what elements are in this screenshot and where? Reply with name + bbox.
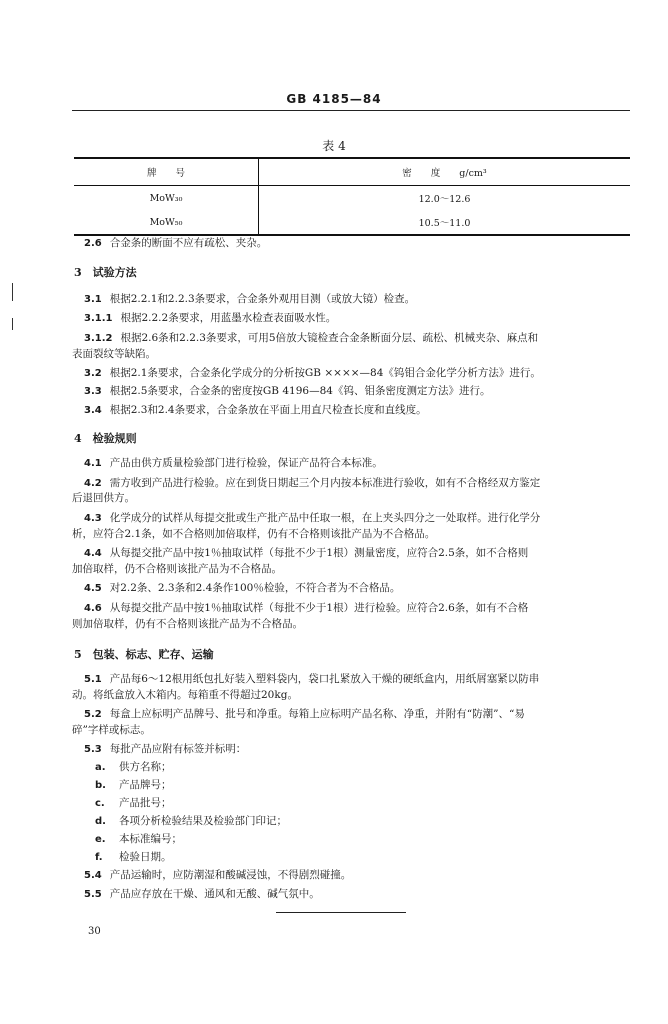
clause-number: 5.5 bbox=[84, 889, 102, 900]
clause-text: 需方收到产品进行检验。应在到货日期起三个月内按本标准进行验收，如有不合格经双方鉴定 bbox=[109, 477, 541, 489]
clause-number: 4.4 bbox=[84, 548, 102, 559]
clause-3-1-1 bbox=[84, 311, 630, 326]
clause-5-1 bbox=[84, 672, 630, 687]
density-cell: 12.0～12.6 bbox=[418, 194, 471, 205]
grade-cell: MoW₅₀ bbox=[74, 210, 259, 235]
clause-number: 4.1 bbox=[84, 458, 102, 469]
clause-4-3-continuation: 析，应符合2.1条，如不合格则加倍取样，仍有不合格则该批产品为不合格品。 bbox=[72, 528, 436, 540]
clause-3-1 bbox=[84, 292, 630, 307]
clause-4-4-continuation: 加倍取样，仍不合格则该批产品为不合格品。 bbox=[72, 563, 282, 575]
clause-3-3 bbox=[84, 384, 630, 399]
section-3-title: 3 试验方法 bbox=[74, 266, 137, 279]
header-grade: 牌 号 bbox=[74, 158, 259, 186]
clause-3-2 bbox=[84, 366, 630, 381]
clause-text: 对2.2条、2.3条和2.4条作100％检验，不符合者为不合格品。 bbox=[109, 582, 401, 594]
clause-number: 2.6 bbox=[84, 238, 102, 249]
scan-mark bbox=[12, 283, 13, 301]
list-letter: a. bbox=[95, 762, 106, 773]
clause-number: 5.4 bbox=[84, 870, 102, 881]
clause-number: 3.1.2 bbox=[84, 333, 113, 344]
clause-text: 从每提交批产品中按1％抽取试样（每批不少于1根）测量密度，应符合2.5条，如不合格则 bbox=[109, 547, 529, 559]
grade-cell: MoW₃₀ bbox=[74, 186, 259, 211]
clause-number: 3.1.1 bbox=[84, 313, 113, 324]
table-row bbox=[74, 210, 630, 235]
clause-5-3 bbox=[84, 742, 630, 757]
clause-number: 4.6 bbox=[84, 603, 102, 614]
clause-3-1-2-continuation: 表面裂纹等缺陷。 bbox=[72, 348, 156, 360]
clause-3-4 bbox=[84, 403, 630, 418]
clause-3-1-2 bbox=[84, 331, 630, 346]
list-letter: b. bbox=[95, 780, 106, 791]
clause-4-1 bbox=[84, 456, 630, 471]
table-caption: 表 4 bbox=[322, 139, 346, 153]
list-text: 检验日期。 bbox=[119, 851, 172, 863]
clause-text: 每批产品应附有标签并标明： bbox=[109, 743, 247, 755]
clause-number: 5.1 bbox=[84, 674, 102, 685]
clause-5-2-continuation: 碎”字样或标志。 bbox=[72, 724, 151, 736]
clause-text: 产品每6～12根用纸包扎好装入塑料袋内，袋口扎紧放入干燥的硬纸盒内，用纸屑塞紧以防串 bbox=[109, 673, 540, 685]
clause-text: 根据2.6条和2.2.3条要求，可用5倍放大镜检查合金条断面分层、疏松、机械夹杂、麻点和 bbox=[120, 332, 539, 344]
clause-text: 合金条的断面不应有疏松、夹杂。 bbox=[109, 237, 268, 249]
clause-text: 从每提交批产品中按1％抽取试样（每批不少于1根）进行检验。应符合2.6条，如有不合格 bbox=[109, 602, 529, 614]
scan-mark bbox=[12, 318, 13, 330]
list-text: 本标准编号； bbox=[119, 833, 182, 845]
table-row bbox=[74, 186, 630, 211]
clause-5-1-continuation: 动。将纸盒放入木箱内。每箱重不得超过20kg。 bbox=[72, 689, 298, 701]
list-text: 产品批号； bbox=[119, 797, 172, 809]
clause-4-6 bbox=[84, 601, 630, 616]
density-cell: 10.5～11.0 bbox=[259, 210, 631, 235]
clause-text: 根据2.3和2.4条要求，合金条放在平面上用直尺检查长度和直线度。 bbox=[109, 404, 427, 416]
clause-text: 根据2.2.2条要求，用蓝墨水检查表面吸水性。 bbox=[120, 312, 337, 324]
clause-4-3 bbox=[84, 511, 630, 526]
clause-number: 3.2 bbox=[84, 368, 102, 379]
section-4-title: 4 检验规则 bbox=[74, 432, 137, 445]
list-letter: c. bbox=[95, 798, 105, 809]
list-letter: e. bbox=[95, 834, 106, 845]
list-letter: d. bbox=[95, 816, 106, 827]
clause-5-2 bbox=[84, 707, 630, 722]
page-number: 30 bbox=[88, 926, 101, 937]
clause-4-2-continuation: 后退回供方。 bbox=[72, 492, 135, 504]
list-text: 产品牌号； bbox=[119, 779, 172, 791]
table-header-row bbox=[74, 158, 630, 186]
clause-4-6-continuation: 则加倍取样，仍有不合格则该批产品为不合格品。 bbox=[72, 618, 303, 630]
clause-number: 4.2 bbox=[84, 478, 102, 489]
list-text: 供方名称； bbox=[119, 761, 172, 773]
clause-number: 5.2 bbox=[84, 709, 102, 720]
clause-4-4 bbox=[84, 546, 630, 561]
section-5-title: 5 包装、标志、贮存、运输 bbox=[74, 648, 214, 661]
clause-number: 3.4 bbox=[84, 405, 102, 416]
clause-text: 根据2.5条要求，合金条的密度按GB 4196—84《钨、钼条密度测定方法》进行。 bbox=[109, 385, 491, 397]
clause-2-6 bbox=[84, 236, 630, 251]
clause-text: 产品由供方质量检验部门进行检验，保证产品符合本标准。 bbox=[109, 457, 383, 469]
clause-5-4 bbox=[84, 868, 630, 883]
clause-text: 根据2.2.1和2.2.3条要求，合金条外观用目测（或放大镜）检查。 bbox=[109, 293, 416, 305]
density-table bbox=[74, 157, 630, 236]
list-letter: f. bbox=[95, 852, 103, 863]
clause-number: 4.5 bbox=[84, 583, 102, 594]
clause-number: 3.1 bbox=[84, 294, 102, 305]
clause-4-2 bbox=[84, 476, 630, 491]
standard-number: GB 4185—84 bbox=[286, 92, 382, 106]
list-item bbox=[95, 850, 172, 865]
clause-text: 产品应存放在干燥、通风和无酸、碱气氛中。 bbox=[109, 888, 320, 900]
list-item bbox=[95, 832, 182, 847]
end-rule bbox=[276, 912, 406, 913]
header-density: 密 度 g/cm³ bbox=[259, 158, 631, 186]
clause-4-5 bbox=[84, 581, 630, 596]
list-item bbox=[95, 814, 287, 829]
clause-text: 每盒上应标明产品牌号、批号和净重。每箱上应标明产品名称、净重，并附有“防潮”、“易 bbox=[109, 708, 525, 720]
list-item bbox=[95, 778, 172, 793]
clause-number: 4.3 bbox=[84, 513, 102, 524]
header-rule bbox=[72, 110, 630, 111]
clause-number: 5.3 bbox=[84, 744, 102, 755]
clause-text: 化学成分的试样从每提交批或生产批产品中任取一根，在上夹头四分之一处取样。进行化学分 bbox=[109, 512, 541, 524]
list-item bbox=[95, 760, 172, 775]
list-item bbox=[95, 796, 172, 811]
clause-number: 3.3 bbox=[84, 386, 102, 397]
clause-text: 产品运输时，应防潮湿和酸碱浸蚀，不得剧烈碰撞。 bbox=[109, 869, 352, 881]
clause-text: 根据2.1条要求，合金条化学成分的分析按GB ××××—84《钨钼合金化学分析方法》进行。 bbox=[109, 367, 541, 379]
list-text: 各项分析检验结果及检验部门印记； bbox=[119, 815, 287, 827]
clause-5-5 bbox=[84, 887, 630, 902]
